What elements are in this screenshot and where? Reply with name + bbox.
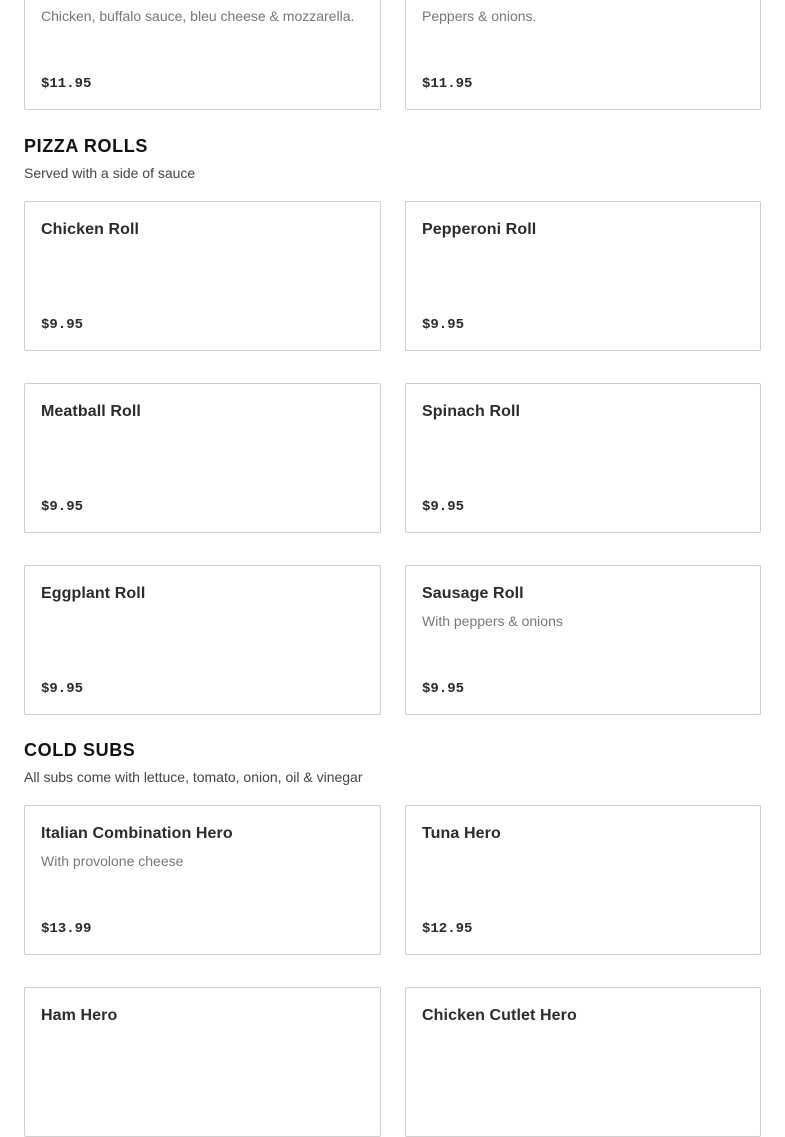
item-name: Chicken Roll (41, 221, 140, 238)
item-name: Sausage Roll (422, 585, 524, 602)
item-price: $11.95 (41, 76, 92, 92)
menu-item-card[interactable] (405, 383, 761, 533)
menu-item-card[interactable] (24, 987, 381, 1137)
item-price: $9.95 (41, 681, 84, 697)
menu-item-card[interactable] (405, 987, 761, 1137)
item-price: $9.95 (422, 317, 465, 333)
item-name: Tuna Hero (422, 825, 501, 842)
item-price: $9.95 (422, 499, 465, 515)
item-price: $11.95 (422, 76, 473, 92)
section-title: PIZZA ROLLS (24, 136, 148, 156)
item-description: Peppers & onions. (422, 8, 537, 24)
section-subtitle: All subs come with lettuce, tomato, onion, oil & vinegar (24, 769, 363, 785)
item-price: $12.95 (422, 921, 473, 937)
menu-item-card[interactable] (405, 201, 761, 351)
menu-item-card[interactable] (405, 0, 761, 110)
item-name: Italian Combination Hero (41, 825, 233, 842)
item-price: $13.99 (41, 921, 92, 937)
menu-item-card[interactable] (405, 565, 761, 715)
menu-item-card[interactable] (24, 383, 381, 533)
item-description: With peppers & onions (422, 613, 563, 629)
menu-item-card[interactable] (24, 201, 381, 351)
item-description: Chicken, buffalo sauce, bleu cheese & mozzarella. (41, 8, 355, 24)
section-title: COLD SUBS (24, 740, 136, 760)
item-price: $9.95 (422, 681, 465, 697)
item-description: With provolone cheese (41, 853, 184, 869)
item-name: Pepperoni Roll (422, 221, 537, 238)
section-subtitle: Served with a side of sauce (24, 165, 196, 181)
menu-item-card[interactable] (24, 0, 381, 110)
item-price: $9.95 (41, 317, 84, 333)
item-name: Spinach Roll (422, 403, 521, 420)
item-name: Chicken Cutlet Hero (422, 1007, 577, 1024)
item-price: $9.95 (41, 499, 84, 515)
menu-item-card[interactable] (24, 565, 381, 715)
menu-item-card[interactable] (405, 805, 761, 955)
item-name: Meatball Roll (41, 403, 141, 420)
menu-item-card[interactable] (24, 805, 381, 955)
item-name: Ham Hero (41, 1007, 118, 1024)
item-name: Eggplant Roll (41, 585, 146, 602)
